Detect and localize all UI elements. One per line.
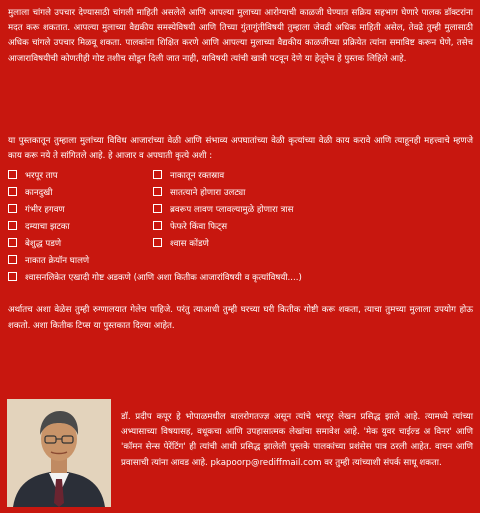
checkbox-icon xyxy=(8,221,17,230)
checklist-item: सातत्याने होणारा उलट्या xyxy=(153,183,473,200)
intro-paragraph: मुलाला चांगले उपचार देण्यासाठी चांगली माहिती असलेले आणि आपल्या मुलाच्या आरोग्याची काळजी घेण्यात सक्रिय सहभाग घेणारे पालक डॉक्टरांना मदत करू शकतात. आपल्या मुलाच्या वैद्यकीय समस्येविषयी आणि तिच्या गुंतागुंतीविषयी तुम्हाला जेवढी अधिक माहिती असेल, तेवढे तुम्ही मुलासाठी अधिक चांगले उपचार मिळवू शकता. पालकांना शिक्षित करणे आणि आपल्या मुलाच्या वैद्यकीय काळजीच्या प्रक्रियेत त्यांना समाविष्ट करून घेणे, तसेच आजाराविषयीची कोणतीही गोष्ट तशीच सोडून दिली जात नाही, याविषयी त्यांची खात्री पटवून देणे या हेतूनेच हे पुस्तक लिहिले आहे. xyxy=(8,8,473,64)
checklist-item: फेफरे किंवा फिट्स xyxy=(153,217,473,234)
checklist-item: दम्याचा झटका xyxy=(8,217,153,234)
author-portrait-icon xyxy=(7,399,111,507)
checkbox-icon xyxy=(153,187,162,196)
checklist-item: बेशुद्ध पडणे xyxy=(8,234,153,251)
checkbox-icon xyxy=(153,221,162,230)
checkbox-icon xyxy=(153,204,162,213)
checkbox-icon xyxy=(8,255,17,264)
checklist-item: कानदुखी xyxy=(8,183,153,200)
checkbox-icon xyxy=(8,204,17,213)
checkbox-icon xyxy=(153,170,162,179)
checklist-item: गंभीर हगवण xyxy=(8,200,153,217)
checkbox-icon xyxy=(8,170,17,179)
checkbox-icon xyxy=(8,187,17,196)
checklist-item: ब्रवरूप लावण प्लावल्यामुळे होणारा त्रास xyxy=(153,200,473,217)
section-intro: या पुस्तकातून तुम्हाला मुलांच्या विविध आजारांच्या वेळी आणि संभाव्य अपघातांच्या वेळी कृत्यांच्या वेळी काय करावे आणि त्याहूनही महत्त्वाचे म्हणजे काय करू नये ते सांगितले आहे. हे आजार व अपघाती कृत्ये अशी : xyxy=(8,136,473,162)
author-bio: डॉ. प्रदीप कपूर हे भोपाळमधील बालरोगतज्ज्ञ असून त्यांचे भरपूर लेखन प्रसिद्ध झाले आहे. त्यामध्ये त्यांच्या अभ्यासाच्या विषयासह, वधूकचा आणि उपहासात्मक लेखांचा समावेश आहे. 'मेक युवर चाईल्ड अ विनर' आणि 'कॉमन सेन्स पेरेंटिंग' ही त्यांची आधी प्रसिद्ध झालेली पुस्तके पालकांच्या प्रशंसेस पात्र ठरली आहेत. वाचन आणि प्रवासाची त्यांना आवड आहे. pkapoorp@rediffmail.com वर तुम्ही त्यांच्याशी संपर्क साधू शकता. xyxy=(121,411,473,468)
checkbox-icon xyxy=(153,238,162,247)
checklist-item: श्वास कोंडणे xyxy=(153,234,473,251)
checkbox-icon xyxy=(8,238,17,247)
checklist-item: भरपूर ताप xyxy=(8,166,153,183)
ailment-checklist xyxy=(8,166,473,285)
closing-paragraph: अर्थातच अशा वेळेस तुम्ही रुग्णालयात गेलेच पाहिजे. परंतु त्याआधी तुम्ही घरच्या घरी कितीक गोष्टी करू शकता, त्याचा तुमच्या मुलाला उपयोग होऊ शकतो. अशा कितीक टिप्स या पुस्तकात दिल्या आहेत. xyxy=(8,305,473,331)
checklist-item: श्वासनलिकेत एखादी गोष्ट अडकणे (आणि अशा कितीक आजारांविषयी व कृत्यांविषयी....) xyxy=(8,268,473,285)
author-portrait-svg xyxy=(7,399,111,507)
checklist-item: नाकातून रक्तस्राव xyxy=(153,166,473,183)
checklist-item: नाकात क्रेयॉन घालणे xyxy=(8,251,473,268)
checkbox-icon xyxy=(8,272,17,281)
